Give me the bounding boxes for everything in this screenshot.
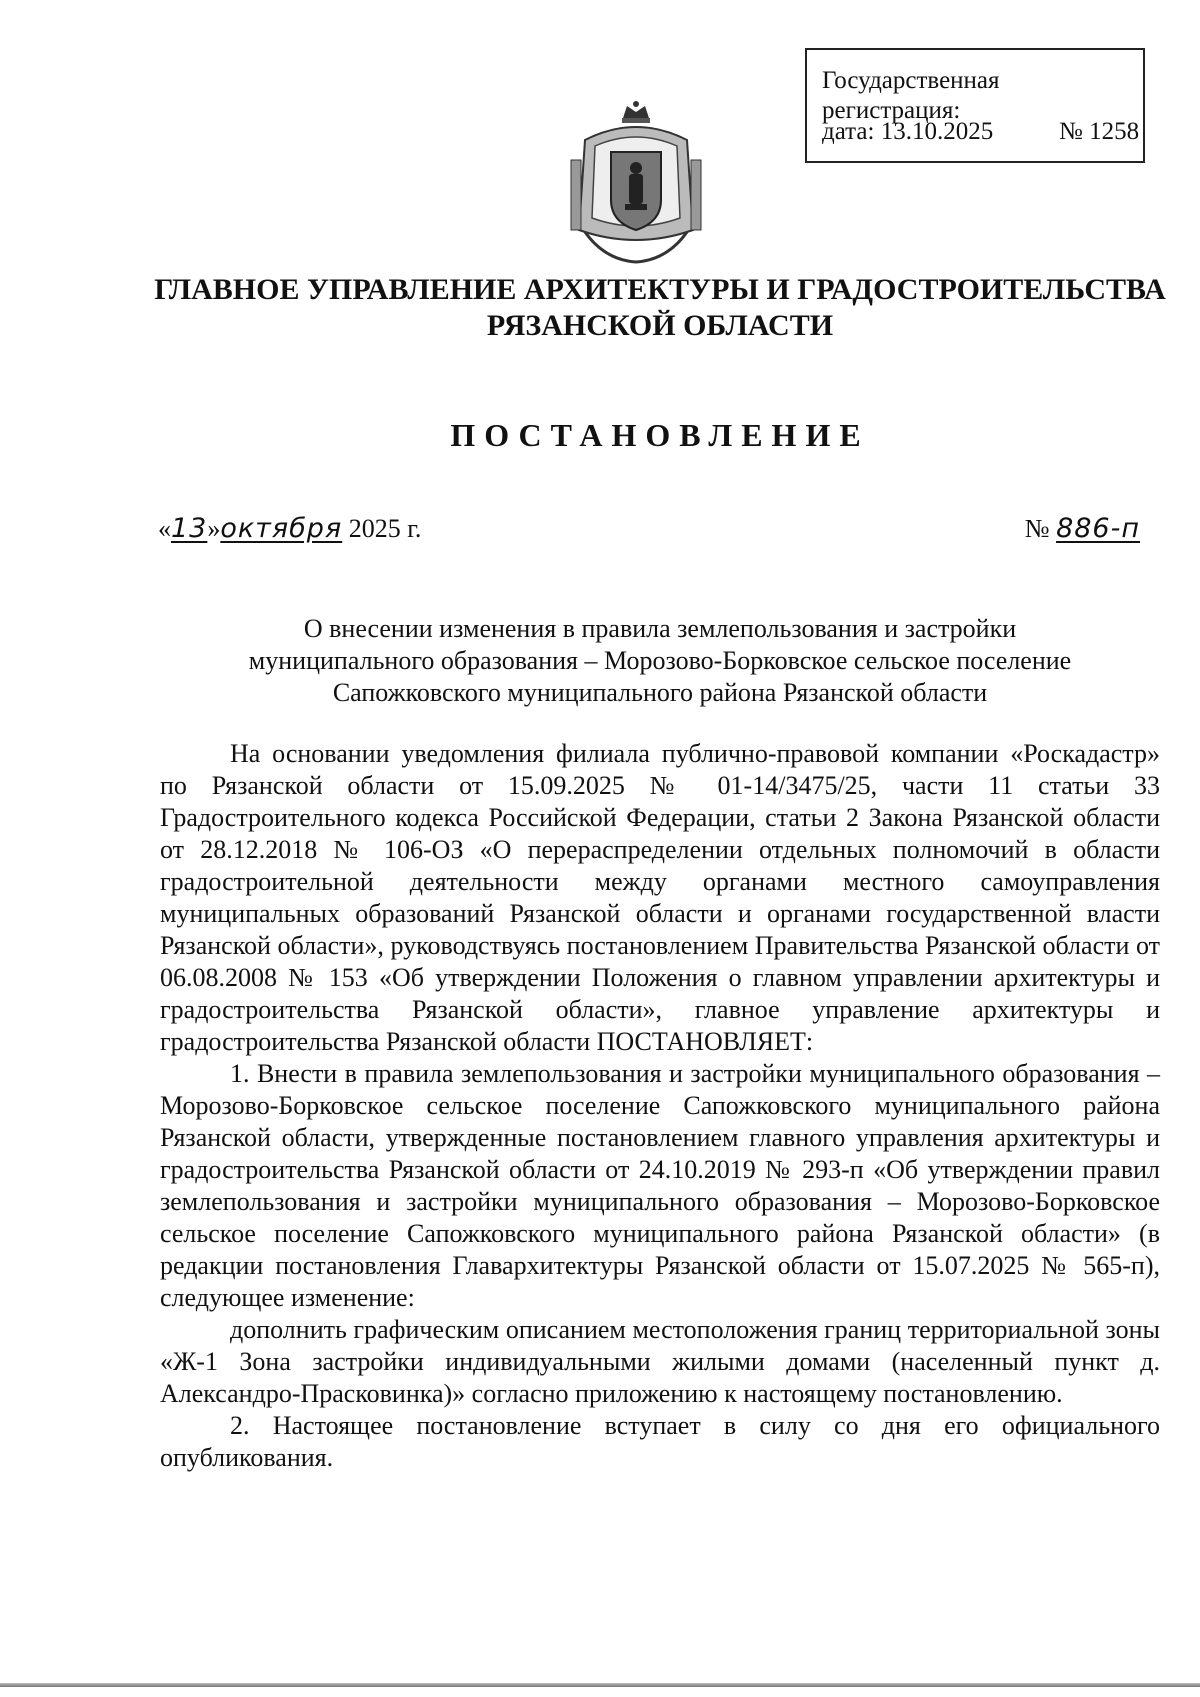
- number-handwritten: 886-п: [1056, 513, 1140, 544]
- document-number: [1025, 513, 1140, 544]
- body-paragraph-amendment: дополнить графическим описанием местоположения границ территориальной зоны «Ж-1 Зона застройки индивидуальными жилыми домами (населенный пункт д. Александро-Прасковинка)» согласно приложению к настоящему постановлению.: [160, 1315, 1160, 1408]
- body-paragraph-preamble: На основании уведомления филиала публично-правовой компании «Роскадастр» по Рязанской области от 15.09.2025 № 01-14/3475/25, части 11 статьи 33 Градостроительного кодекса Российской Федерации, статьи 2 Закона Рязанской области от 28.12.2018 № 106-ОЗ «О перераспределении отдельных полномочий в области градостроительной деятельности между органами местного самоуправления муниципальных образований Рязанской области и органами государственной власти Рязанской области», руководствуясь постановлением Правительства Рязанской области от 06.08.2008 № 153 «Об утверждении Положения о главном управлении архитектуры и градостроительства Рязанской области», главное управление архитектуры и градостроительства Рязанской области ПОСТАНОВЛЯЕТ:: [160, 739, 1160, 1056]
- coat-of-arms-emblem: [565, 100, 707, 265]
- document-body: [160, 738, 1160, 1474]
- subject-line: муниципального образования – Морозово-Борковское сельское поселение: [248, 646, 1072, 675]
- organization-title: [100, 272, 1200, 344]
- document-date: [158, 513, 421, 544]
- organization-title-line1: ГЛАВНОЕ УПРАВЛЕНИЕ АРХИТЕКТУРЫ И ГРАДОСТРОИТЕЛЬСТВА: [154, 273, 1166, 306]
- date-open-quote: «: [158, 514, 171, 543]
- date-month-handwritten: октября: [220, 513, 343, 544]
- body-paragraph-item-1: 1. Внести в правила землепользования и застройки муниципального образования – Морозово-Борковское сельское поселение Сапожковского муниципального района Рязанской области, утвержденные постановлением главного управления архитектуры и градостроительства Рязанской области от 24.10.2019 № 293-п «Об утверждении правил землепользования и застройки муниципального образования – Морозово-Борковское сельское поселение Сапожковского муниципального района Рязанской области» (в редакции постановления Главархитектуры Рязанской области от 15.07.2025 № 565-п), следующее изменение:: [160, 1059, 1160, 1312]
- registration-date: дата: 13.10.2025: [822, 118, 994, 145]
- document-subject: [160, 613, 1160, 709]
- document-type-heading: ПОСТАНОВЛЕНИЕ: [450, 417, 870, 453]
- date-day-handwritten: 13: [171, 513, 208, 544]
- body-paragraph-item-2: 2. Настоящее постановление вступает в силу со дня его официального опубликования.: [160, 1411, 1160, 1472]
- organization-title-line2: РЯЗАНСКОЙ ОБЛАСТИ: [486, 309, 834, 342]
- page-bottom-rule: [0, 1683, 1200, 1687]
- registration-number: № 1258: [1059, 118, 1140, 145]
- registration-stamp: [805, 48, 1145, 163]
- date-close-quote: »: [207, 514, 221, 543]
- registration-title: Государственная регистрация:: [822, 67, 1000, 124]
- subject-line: Сапожковского муниципального района Рязанской области: [332, 678, 988, 707]
- date-year: 2025 г.: [348, 514, 422, 543]
- number-prefix: №: [1024, 514, 1050, 543]
- subject-line: О внесении изменения в правила землепользования и застройки: [303, 614, 1017, 643]
